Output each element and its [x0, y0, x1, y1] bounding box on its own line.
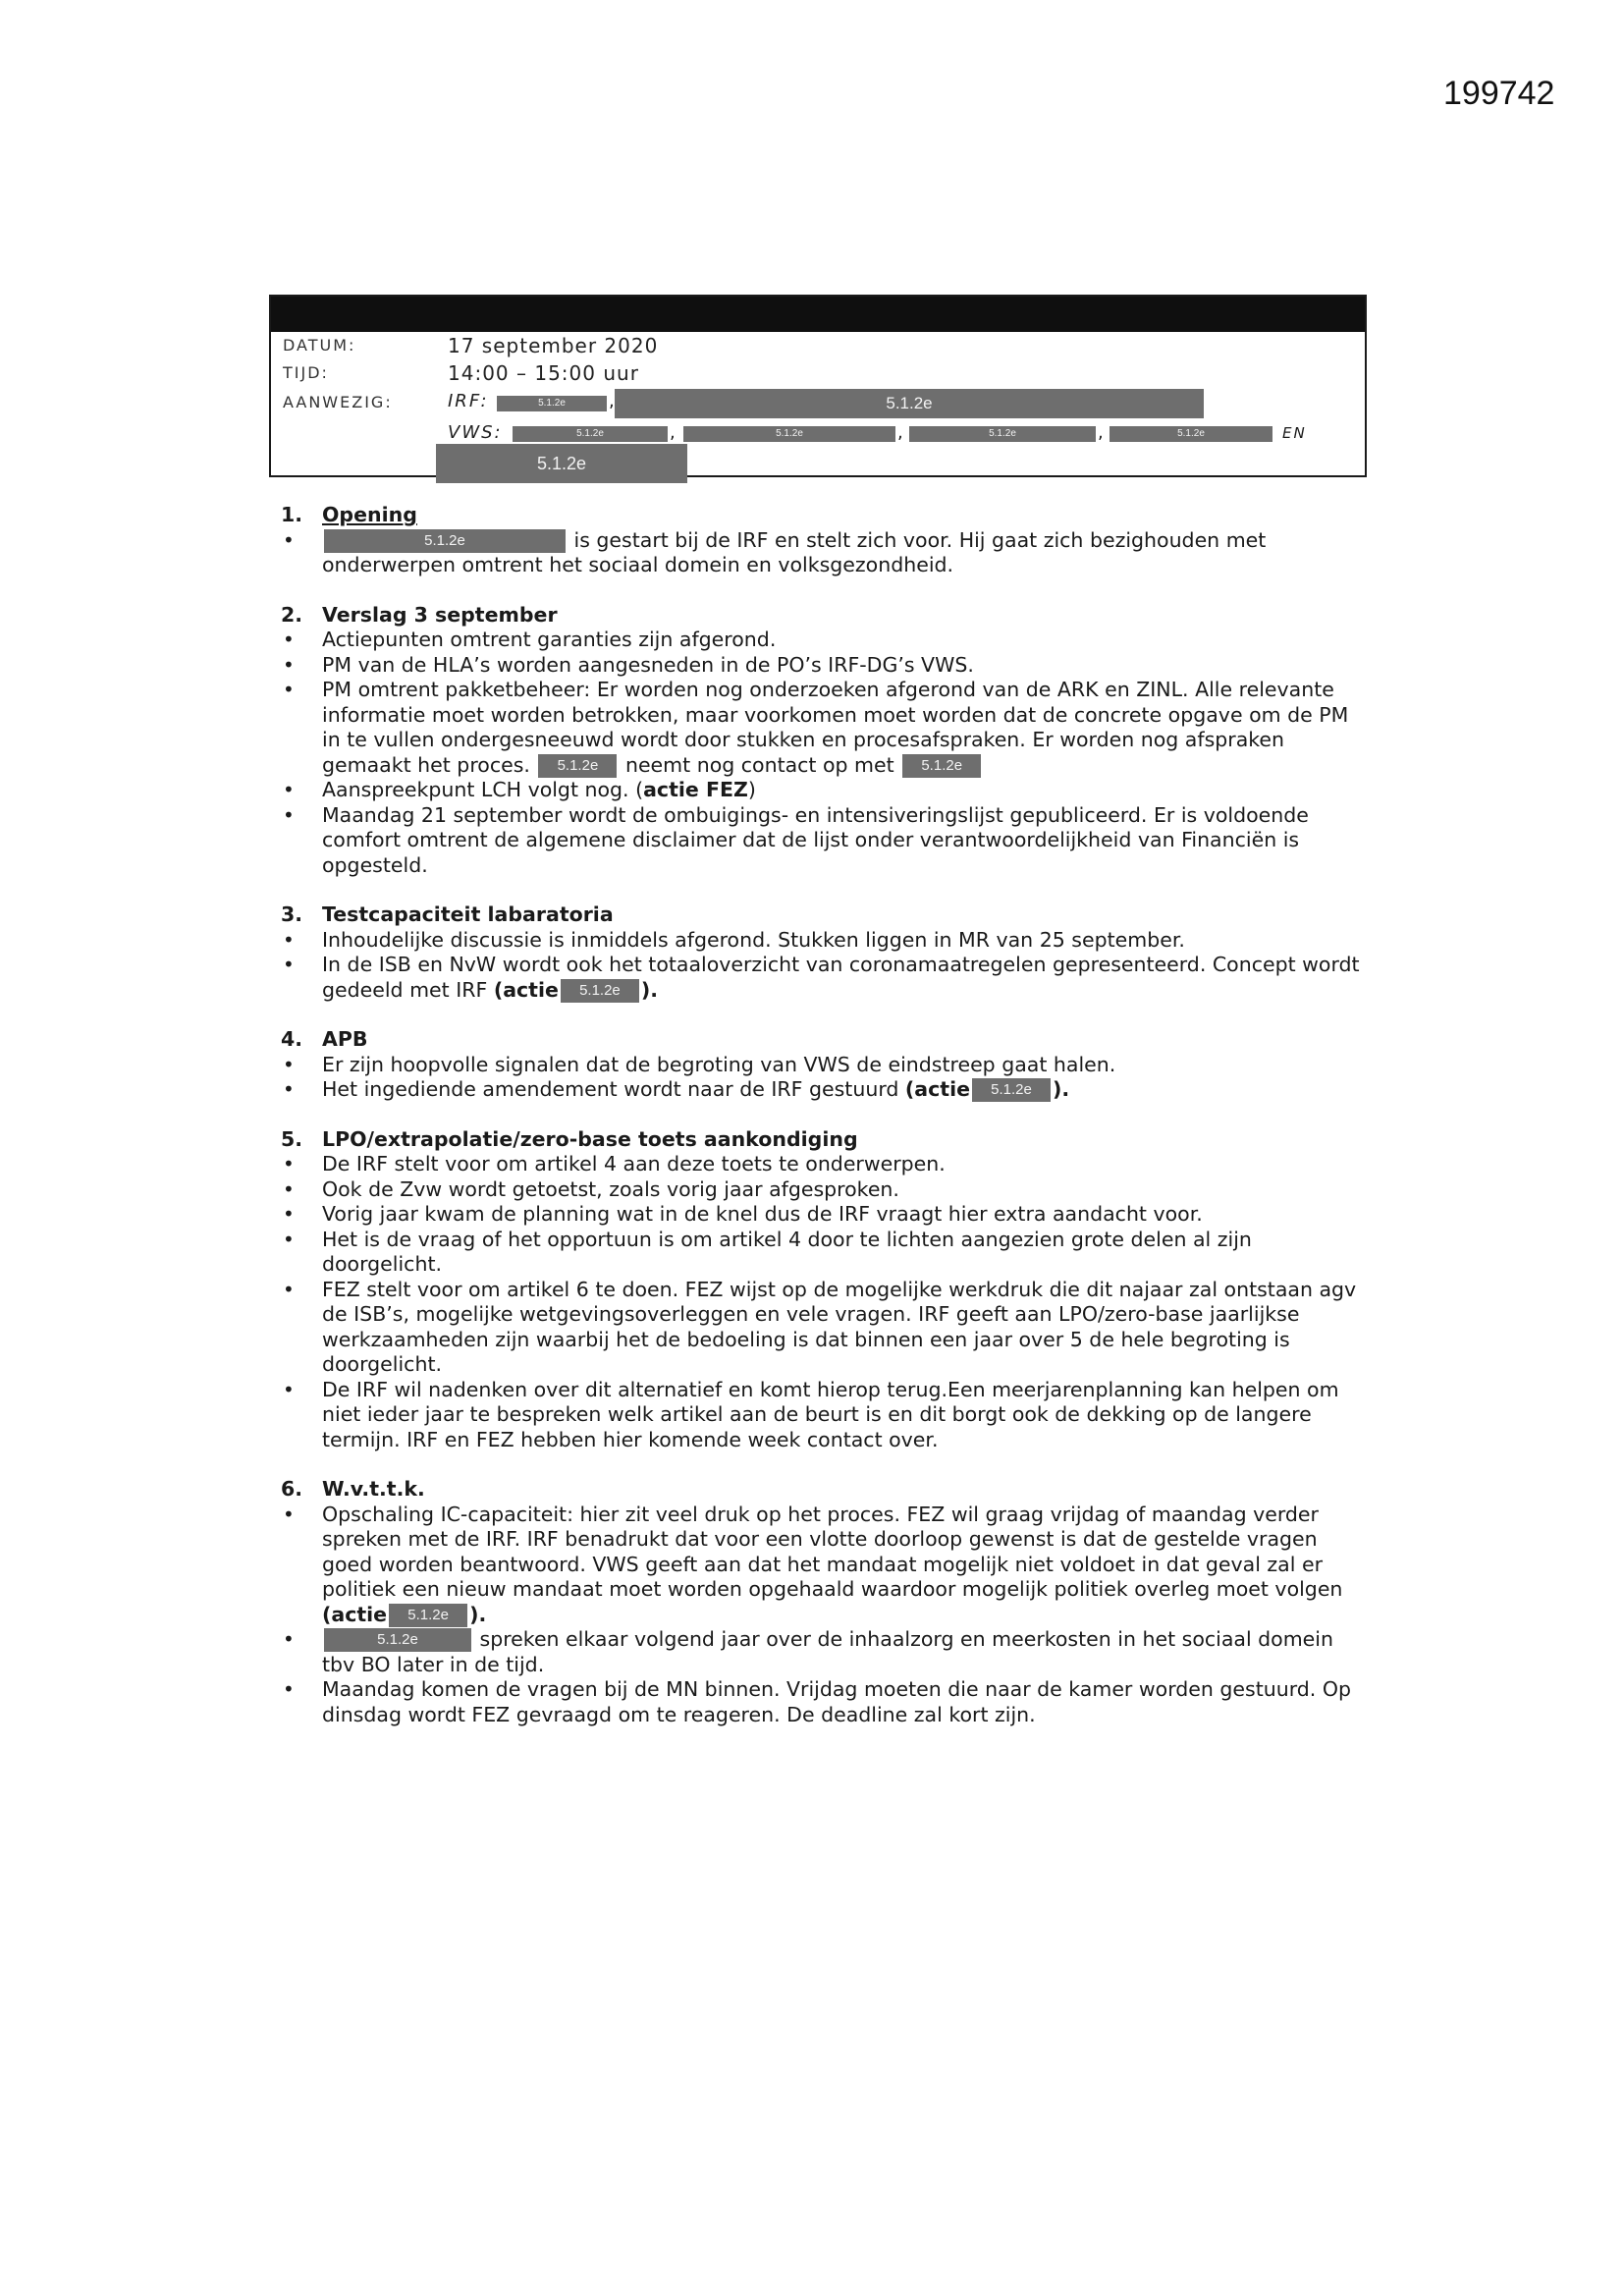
list-item — [281, 1077, 1371, 1103]
list-item — [281, 1278, 1371, 1378]
redaction-block: 5.1.2e — [538, 754, 617, 778]
list-item — [281, 1228, 1371, 1278]
section-title: Testcapaciteit labaratoria — [322, 902, 614, 926]
header-black-bar — [271, 297, 1365, 332]
bold-text: actie FEZ — [643, 778, 748, 801]
body-text: Maandag komen de vragen bij de MN binnen. Vrijdag moeten die naar de kamer worden gestuurd. Op dinsdag wordt FEZ gevraagd om te reageren. De deadline zal kort zijn. — [322, 1677, 1351, 1726]
body-text: Actiepunten omtrent garanties zijn afgerond. — [322, 628, 777, 651]
body-text: De IRF stelt voor om artikel 4 aan deze toets te onderwerpen. — [322, 1152, 946, 1175]
body-text: Ook de Zvw wordt getoetst, zoals vorig jaar afgesproken. — [322, 1176, 899, 1201]
body-text: PM omtrent pakketbeheer: Er worden nog onderzoeken afgerond van de ARK en ZINL. Alle relevante informatie moet worden betrokken, maar voorkomen moet worden dat de concrete opgave om de PM in te vullen ondergesneeuwd wordt door stukken en procesafspraken. Er worden nog afspraken gemaakt het proces. — [322, 678, 1349, 777]
redaction-block: 5.1.2e — [683, 426, 895, 442]
aanwezig-label: AANWEZIG: — [283, 393, 393, 411]
section-heading — [281, 902, 1371, 928]
section-title: Opening — [322, 503, 417, 526]
body-text: Er zijn hoopvolle signalen dat de begroting van VWS de eindstreep gaat halen. — [322, 1052, 1116, 1076]
body-text: Inhoudelijke discussie is inmiddels afgerond. Stukken liggen in MR van 25 september. — [322, 927, 1185, 952]
list-item — [281, 678, 1371, 778]
bold-text: ). — [640, 977, 659, 1002]
body-text: Maandag 21 september wordt de ombuigings- en intensiveringslijst gepubliceerd. Er is voldoende comfort omtrent de algemene disclaimer dat de lijst onder verantwoordelijkheid van Financiën is opgesteld. — [322, 802, 1309, 877]
redaction-block: 5.1.2e — [615, 389, 1204, 418]
tijd-value: 14:00 – 15:00 uur — [448, 361, 639, 385]
section-number: 3. — [281, 902, 303, 926]
section-number: 1. — [281, 503, 303, 526]
redaction-block: 5.1.2e — [436, 444, 687, 483]
section-number: 5. — [281, 1126, 303, 1151]
bold-text: ). — [469, 1602, 487, 1626]
bullet-list — [281, 528, 1371, 578]
comma: , — [609, 391, 615, 411]
section-title: Verslag 3 september — [322, 602, 558, 627]
section-6 — [281, 1477, 1371, 1727]
list-item — [281, 778, 1371, 803]
bullet-list — [281, 1503, 1371, 1728]
bold-text: (actie — [322, 1602, 388, 1626]
comma: , — [670, 422, 676, 443]
section-title: LPO/extrapolatie/zero-base toets aankondiging — [322, 1126, 858, 1151]
section-heading — [281, 1477, 1371, 1503]
redaction-block: 5.1.2e — [324, 529, 566, 553]
redaction-block: 5.1.2e — [909, 426, 1096, 442]
comma: , — [897, 422, 903, 443]
meeting-header — [269, 295, 1367, 477]
body-text: Opschaling IC-capaciteit: hier zit veel druk op het proces. FEZ wil graag vrijdag of maandag verder spreken met de IRF. IRF benadrukt dat voor een vlotte doorloop gewenst is dat de gestelde vragen goed worden beantwoord. VWS geeft aan dat het mandaat mogelijk niet voldoet in dat geval zal er politiek een nieuw mandaat moet worden opgehaald waardoor mogelijk politiek overleg moet volgen — [322, 1502, 1343, 1601]
redaction-block: 5.1.2e — [513, 426, 668, 442]
section-heading — [281, 603, 1371, 629]
redaction-block: 5.1.2e — [902, 754, 981, 778]
body-text: neemt nog contact op met — [619, 752, 901, 777]
section-number: 6. — [281, 1477, 303, 1501]
redaction-block: 5.1.2e — [1110, 426, 1272, 442]
body-text: PM van de HLA’s worden aangesneden in de PO’s IRF-DG’s VWS. — [322, 652, 974, 677]
section-5 — [281, 1127, 1371, 1453]
list-item — [281, 953, 1371, 1003]
list-item — [281, 1378, 1371, 1453]
section-title: APB — [322, 1027, 368, 1051]
section-number: 2. — [281, 602, 303, 627]
list-item — [281, 1677, 1371, 1727]
list-item — [281, 528, 1371, 578]
bullet-list — [281, 628, 1371, 878]
body-text: De IRF wil nadenken over dit alternatief en komt hierop terug.Een meerjarenplanning kan helpen om niet ieder jaar te bespreken welk artikel aan de beurt is en dit borgt ook de dekking op de langere termijn. IRF en FEZ hebben hier komende week contact over. — [322, 1377, 1339, 1451]
list-item — [281, 1202, 1371, 1228]
body-text: Aanspreekpunt LCH volgt nog. ( — [322, 778, 644, 801]
body-text: FEZ stelt voor om artikel 6 te doen. FEZ wijst op de mogelijke werkdruk die dit najaar zal ontstaan agv de ISB’s, mogelijke wetgevingsoverleggen en vele vragen. IRF geeft aan LPO/zero-base jaarlijkse werkzaamheden zijn waarbij het de bedoeling is dat binnen een jaar over 5 de hele begroting is doorgelicht. — [322, 1277, 1357, 1376]
redaction-block: 5.1.2e — [561, 979, 639, 1003]
section-heading — [281, 503, 1371, 528]
list-item — [281, 803, 1371, 879]
body-text: is gestart bij de IRF en stelt zich voor. Hij gaat zich bezighouden met onderwerpen omtrent het sociaal domein en volksgezondheid. — [322, 527, 1267, 576]
body-text: spreken elkaar volgend jaar over de inhaalzorg en meerkosten in het sociaal domein tbv BO later in de tijd. — [322, 1627, 1333, 1676]
body-text: Het ingediende amendement wordt naar de IRF gestuurd — [322, 1077, 905, 1101]
vws-label: VWS: — [448, 422, 503, 443]
datum-label: DATUM: — [283, 336, 356, 355]
list-item — [281, 653, 1371, 679]
bold-text: (actie — [904, 1077, 971, 1101]
comma: , — [1098, 422, 1104, 443]
section-heading — [281, 1127, 1371, 1153]
list-item — [281, 1152, 1371, 1177]
section-3 — [281, 902, 1371, 1003]
datum-value: 17 september 2020 — [448, 334, 659, 357]
redaction-block: 5.1.2e — [972, 1078, 1051, 1102]
body-text: ) — [747, 778, 756, 801]
list-item — [281, 1177, 1371, 1203]
section-4 — [281, 1027, 1371, 1103]
bullet-list — [281, 1053, 1371, 1103]
body-text: In de ISB en NvW wordt ook het totaaloverzicht van coronamaatregelen gepresenteerd. Concept wordt gedeeld met IRF — [322, 953, 1360, 1002]
irf-label: IRF: — [448, 391, 489, 411]
list-item — [281, 628, 1371, 653]
body-text: Vorig jaar kwam de planning wat in de knel dus de IRF vraagt hier extra aandacht voor. — [322, 1202, 1203, 1226]
bullet-list — [281, 1152, 1371, 1452]
list-item — [281, 928, 1371, 954]
body-text: Het is de vraag of het opportuun is om artikel 4 door te lichten aangezien grote delen al zijn doorgelicht. — [322, 1227, 1252, 1276]
meeting-minutes — [281, 503, 1371, 1752]
list-item — [281, 1503, 1371, 1628]
section-heading — [281, 1027, 1371, 1053]
section-number: 4. — [281, 1027, 303, 1051]
tijd-label: TIJD: — [283, 363, 329, 382]
page-number: 199742 — [1443, 75, 1555, 112]
bold-text: (actie — [493, 977, 559, 1002]
section-2 — [281, 603, 1371, 879]
redaction-block: 5.1.2e — [497, 396, 607, 411]
list-item — [281, 1627, 1371, 1677]
en-label: EN — [1282, 424, 1307, 442]
redaction-block: 5.1.2e — [324, 1628, 471, 1652]
bold-text: ). — [1053, 1077, 1070, 1101]
bullet-list — [281, 928, 1371, 1004]
list-item — [281, 1053, 1371, 1078]
redaction-block: 5.1.2e — [389, 1604, 467, 1627]
section-1 — [281, 503, 1371, 578]
section-title: W.v.t.t.k. — [322, 1477, 425, 1501]
